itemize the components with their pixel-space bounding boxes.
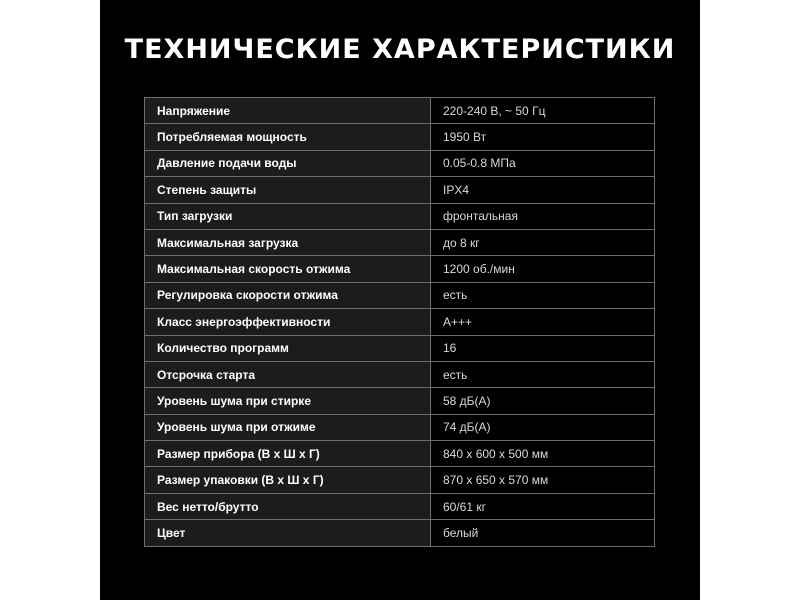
spec-param-label: Давление подачи воды [145,150,431,176]
spec-param-label: Тип загрузки [145,203,431,229]
spec-param-label: Максимальная загрузка [145,229,431,255]
spec-value: 16 [431,335,655,361]
spec-row [145,467,655,493]
spec-row [145,414,655,440]
spec-param-label: Уровень шума при отжиме [145,414,431,440]
spec-param-label: Напряжение [145,98,431,124]
spec-param-label: Цвет [145,520,431,546]
spec-value: есть [431,282,655,308]
spec-param-label: Степень защиты [145,177,431,203]
spec-row [145,124,655,150]
spec-row [145,335,655,361]
spec-row [145,203,655,229]
spec-row [145,441,655,467]
spec-value: 1950 Вт [431,124,655,150]
spec-sheet-panel [100,0,700,600]
spec-param-label: Количество программ [145,335,431,361]
spec-value: 60/61 кг [431,493,655,519]
spec-value: фронтальная [431,203,655,229]
spec-table [144,97,655,547]
spec-value: IPX4 [431,177,655,203]
spec-param-label: Регулировка скорости отжима [145,282,431,308]
spec-row [145,388,655,414]
spec-row [145,493,655,519]
spec-row [145,98,655,124]
spec-value: 1200 об./мин [431,256,655,282]
spec-table-body [145,98,655,547]
spec-value: 840 х 600 х 500 мм [431,441,655,467]
spec-row [145,361,655,387]
spec-param-label: Уровень шума при стирке [145,388,431,414]
spec-param-label: Размер упаковки (В х Ш х Г) [145,467,431,493]
spec-value: A+++ [431,309,655,335]
spec-param-label: Потребляемая мощность [145,124,431,150]
spec-param-label: Отсрочка старта [145,361,431,387]
spec-value: белый [431,520,655,546]
spec-row [145,229,655,255]
spec-row [145,256,655,282]
spec-param-label: Класс энергоэффективности [145,309,431,335]
spec-param-label: Максимальная скорость отжима [145,256,431,282]
spec-param-label: Размер прибора (В х Ш х Г) [145,441,431,467]
spec-value: 870 х 650 х 570 мм [431,467,655,493]
spec-value: до 8 кг [431,229,655,255]
page-title: ТЕХНИЧЕСКИЕ ХАРАКТЕРИСТИКИ [124,34,676,65]
spec-value: есть [431,361,655,387]
spec-row [145,177,655,203]
spec-param-label: Вес нетто/брутто [145,493,431,519]
spec-value: 74 дБ(А) [431,414,655,440]
spec-row [145,309,655,335]
spec-row [145,150,655,176]
spec-value: 0.05-0.8 МПа [431,150,655,176]
spec-value: 58 дБ(А) [431,388,655,414]
spec-value: 220-240 В, ~ 50 Гц [431,98,655,124]
spec-row [145,282,655,308]
spec-row [145,520,655,546]
